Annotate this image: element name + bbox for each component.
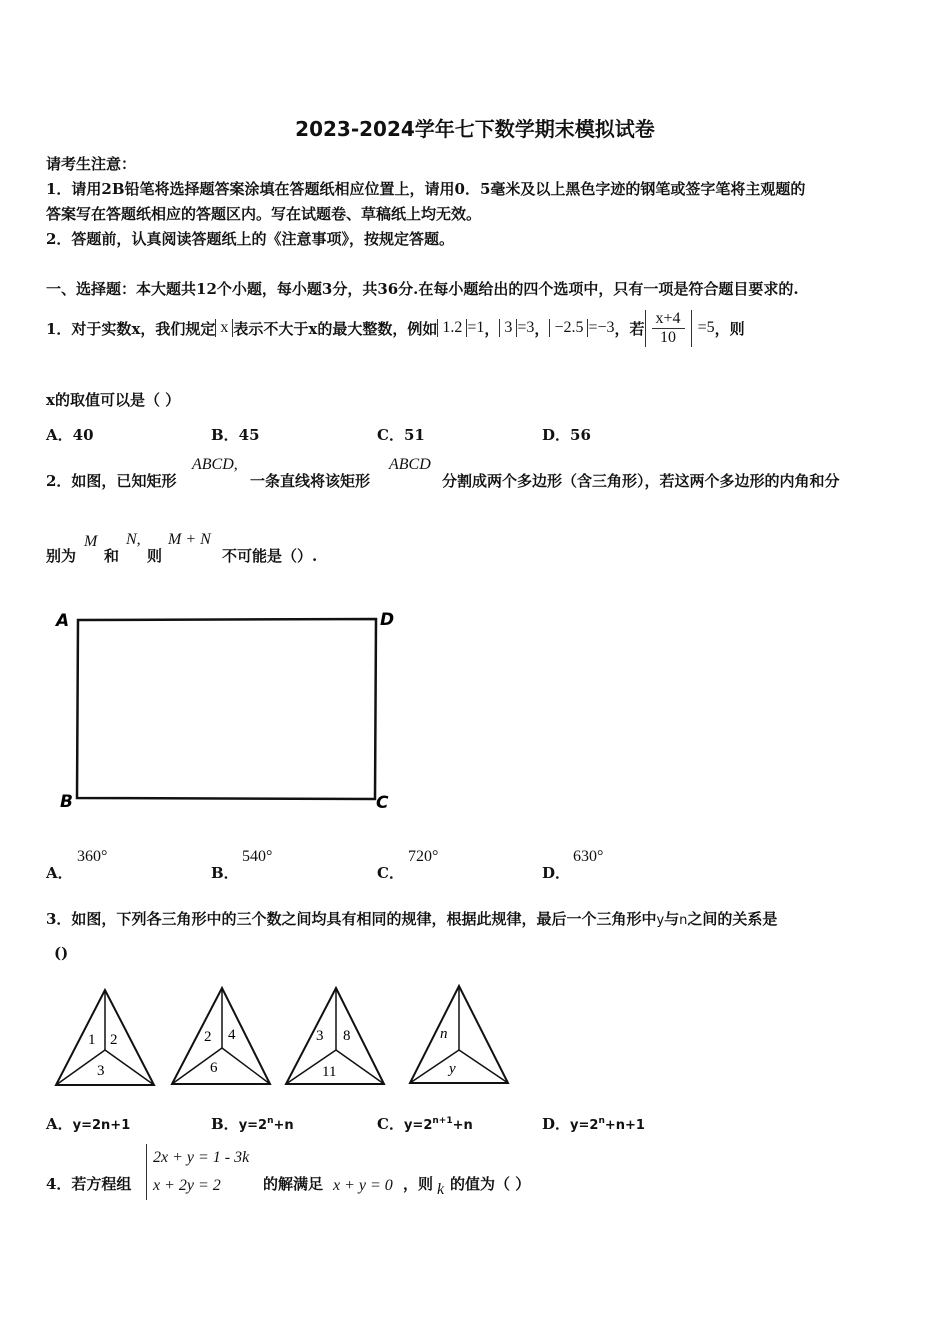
- q4-text-3: ，则: [403, 1175, 434, 1193]
- triangle-4: [410, 986, 508, 1083]
- q1-text-1: 1．对于实数x，我们规定: [46, 319, 216, 338]
- notice-item-1-line-1: 1．请用2B铅笔将选择题答案涂填在答题纸相应位置上，请用0．5毫米及以上黑色字迹的钢笔或签字笔将主观题的: [46, 180, 806, 198]
- q3-option-c-tail: +n: [452, 1118, 473, 1133]
- q3-option-d-letter: D．: [542, 1115, 571, 1133]
- rectangle-abcd: [77, 619, 376, 799]
- q1-sep-1: ，: [484, 319, 500, 338]
- triangle-3-bottom: 11: [322, 1064, 337, 1080]
- q2-text-1: 2．如图，已知矩形: [46, 472, 177, 490]
- triangle-1: [56, 990, 154, 1085]
- page-title: 2023-2024学年七下数学期末模拟试卷: [295, 117, 655, 141]
- q3-option-a[interactable]: [46, 1113, 130, 1134]
- triangle-1-left: 1: [88, 1032, 96, 1048]
- q3-option-d-exponent: n: [598, 1116, 605, 1126]
- triangle-3: [286, 988, 384, 1084]
- floor-example-1: 1.2: [437, 319, 467, 337]
- notice-item-1-line-2: 答案写在答题纸相应的答题区内。写在试题卷、草稿纸上均无效。: [46, 205, 482, 223]
- q3-n: n: [679, 913, 688, 928]
- triangle-1-bottom: 3: [97, 1063, 105, 1079]
- q2-m-plus-n: M + N: [168, 531, 211, 548]
- q1-option-c[interactable]: C．51: [377, 426, 425, 444]
- triangle-2-left: 2: [204, 1029, 212, 1045]
- q3-option-b-base: y=2: [238, 1118, 268, 1133]
- q1-option-a[interactable]: A．40: [46, 426, 94, 444]
- fraction-equals: =5: [697, 319, 715, 336]
- q2-m: M: [84, 533, 98, 550]
- q3-option-c[interactable]: [377, 1113, 473, 1134]
- floor-example-2-result: =3: [517, 319, 535, 336]
- q2-option-c[interactable]: C．: [377, 864, 404, 882]
- q3-option-b-letter: B．: [211, 1115, 239, 1133]
- q1-line-1: [46, 306, 745, 350]
- q3-option-c-base: y=2: [403, 1118, 433, 1133]
- q3-option-a-expr: y=2n+1: [72, 1118, 131, 1133]
- triangle-1-right: 2: [110, 1032, 118, 1048]
- triangle-figures: [48, 980, 518, 1090]
- q2-text-3: 分割成两个多边形（含三角形），若这两个多边形的内角和分: [442, 472, 840, 490]
- section-1-heading: 一、选择题：本大题共12个小题，每小题3分，共36分.在每小题给出的四个选项中，只有一项是符合题目要求的.: [46, 280, 799, 298]
- triangle-3-left: 3: [316, 1028, 324, 1044]
- equation-1: 2x + y = 1 - 3k: [153, 1149, 250, 1166]
- triangle-3-right: 8: [343, 1028, 351, 1044]
- q3-text-2: 与: [664, 910, 680, 928]
- rectangle-figure: [50, 605, 400, 815]
- q2-option-d[interactable]: D．: [542, 864, 571, 882]
- q1-sep-2: ，: [534, 319, 550, 338]
- q4-k: k: [437, 1181, 445, 1198]
- equation-2: x + 2y = 2: [153, 1177, 221, 1194]
- q1-option-b[interactable]: B．45: [211, 426, 260, 444]
- q3-option-d[interactable]: [542, 1113, 645, 1134]
- vertex-c: C: [376, 793, 389, 813]
- fraction-numerator: x+4: [652, 310, 685, 329]
- q3-line-1: [46, 908, 777, 929]
- q2-option-a[interactable]: A．: [46, 864, 73, 882]
- q1-text-4: ，则: [714, 319, 745, 338]
- floor-example-3-result: =−3: [588, 319, 615, 336]
- q2-option-d-value: 630°: [573, 848, 604, 865]
- floor-fraction: [645, 310, 692, 347]
- q3-option-d-base: y=2: [570, 1118, 599, 1133]
- q3-text-1: 3．如图，下列各三角形中的三个数之间均具有相同的规律，根据此规律，最后一个三角形中: [46, 910, 657, 928]
- triangle-4-left: n: [440, 1026, 448, 1042]
- q3-option-c-letter: C．: [377, 1115, 404, 1133]
- q3-y: y: [656, 913, 665, 928]
- q2-option-b-value: 540°: [242, 848, 273, 865]
- q4-text-4: 的值为（ ）: [450, 1175, 531, 1193]
- q2-option-b[interactable]: B．: [211, 864, 239, 882]
- q2-abcd-1: ABCD,: [192, 456, 238, 473]
- q4-condition: x + y = 0: [333, 1177, 393, 1194]
- q2-option-c-value: 720°: [408, 848, 439, 865]
- q2-option-a-value: 360°: [77, 848, 108, 865]
- triangle-4-bottom: y: [449, 1061, 456, 1077]
- q2-abcd-2: ABCD: [389, 456, 431, 473]
- floor-example-1-result: =1: [467, 319, 485, 336]
- q2-line2-text-1: 别为: [46, 547, 77, 565]
- q2-n: N,: [126, 531, 141, 548]
- q2-line2-text-4: 不可能是（）.: [222, 547, 318, 565]
- notice-heading: 请考生注意：: [46, 155, 137, 173]
- q2-line2-text-3: 则: [147, 547, 163, 565]
- q3-line-2: (): [54, 944, 69, 962]
- q1-option-d[interactable]: D．56: [542, 426, 591, 444]
- triangle-2: [172, 988, 270, 1084]
- q3-option-a-letter: A．: [46, 1115, 73, 1133]
- q1-text-3: ，若: [614, 319, 645, 338]
- q3-option-b[interactable]: [211, 1113, 294, 1134]
- q3-option-d-tail: +n+1: [604, 1118, 645, 1133]
- q4-text-2: 的解满足: [263, 1175, 324, 1193]
- notice-item-2: 2．答题前，认真阅读答题纸上的《注意事项》，按规定答题。: [46, 230, 454, 248]
- q1-line-2: x的取值可以是（ ）: [46, 391, 181, 409]
- floor-example-2: 3: [499, 319, 517, 337]
- equation-system: [146, 1144, 249, 1200]
- q3-option-b-exponent: n: [267, 1116, 274, 1126]
- q2-text-2: 一条直线将该矩形: [250, 472, 371, 490]
- triangle-2-right: 4: [228, 1027, 236, 1043]
- vertex-b: B: [60, 792, 73, 812]
- q2-line2-text-2: 和: [104, 547, 120, 565]
- q3-option-b-tail: +n: [273, 1118, 294, 1133]
- q4-text-1: 4．若方程组: [46, 1175, 132, 1193]
- q1-text-2: 表示不大于x的最大整数，例如: [233, 319, 438, 338]
- floor-example-3: −2.5: [549, 319, 588, 337]
- q3-option-c-exponent: n+1: [432, 1116, 453, 1126]
- vertex-d: D: [380, 610, 395, 630]
- triangle-2-bottom: 6: [210, 1060, 218, 1076]
- fraction-denominator: 10: [660, 328, 677, 346]
- vertex-a: A: [56, 611, 70, 631]
- floor-x: x: [215, 319, 233, 337]
- q3-text-3: 之间的关系是: [687, 910, 778, 928]
